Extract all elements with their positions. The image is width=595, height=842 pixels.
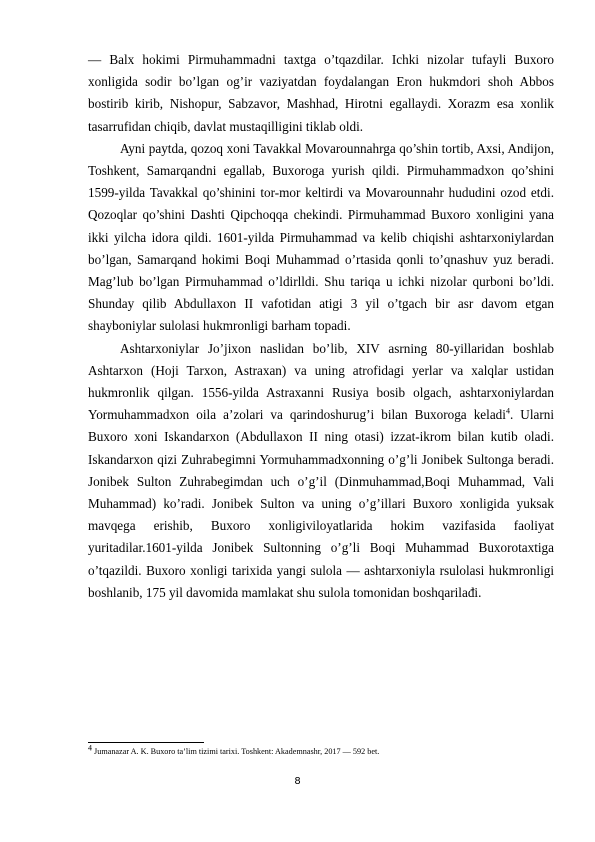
paragraph-1: — Balx hokimi Pirmuhammadni taxtga o’tqazdilar. Ichki nizolar tufayli Buxoro xonligida sodir bo’lgan og’ir vaziyatdan foydalangan Eron hukmdori shoh Abbos bostirib kirib, Nishopur, Sabzavor, Mashhad, Hirotni egallaydi. Xorazm esa xonlik tasarrufidan chiqib, davlat mustaqilligini tiklab oldi.	[88, 52, 554, 134]
footnote-text: Jumanazar A. K. Buxoro ta’lim tizimi tarixi. Toshkent: Akademnashr, 2017 — 592 bet.	[92, 747, 380, 756]
page-number: 8	[294, 776, 301, 787]
footnote-reference[interactable]: 4	[505, 406, 510, 416]
footnote	[88, 743, 554, 757]
paragraph-3-text-a: Ashtarxoniylar Jo’jixon naslidan bo’lib, XIV asrning 80-yillaridan boshlab Ashtarxon (Hoji Tarxon, Astraxan) va uning atrofidagi yerlar va xalqlar ustidan hukmronlik qilgan. 1556-yilda Astraxanni Rusiya bosib olgach, ashtarxoniylardan Yormuhammadxon oila a’zolari va qarindoshurug’i bilan Buxoroga keladi	[88, 340, 554, 423]
footnote-marker: 4	[88, 743, 92, 753]
document-body	[88, 49, 554, 604]
footnote-separator	[88, 742, 204, 743]
paragraph-2: Ayni paytda, qozoq xoni Tavakkal Movarounnahrga qo’shin tortib, Axsi, Andijon, Toshkent, Samarqandni egallab, Buxoroga yurish qildi. Pirmuhammadxon qo’shini 1599-yilda Tavakkal qo’shinini tor-mor keltirdi va Movarounnahr hududini ozod etdi. Qozoqlar qo’shini Dashti Qipchoqqa chekindi. Pirmuhammad Buxoro xonligini yana ikki yilcha idora qildi. 1601-yilda Pirmuhammad va kelib chiqishi ashtarxoniylardan bo’lgan, Samarqand hokimi Boqi Muhammad o’rtasida qonli to’qnashuv yuz beradi. Mag’lub bo’lgan Pirmuhammad o’ldirlldi. Shu tariqa u ichki nizolar qurboni bo’ldi. Shunday qilib Abdullaxon II vafotidan atigi 3 yil o’tgach bir asr davom etgan shayboniylar sulolasi hukmronligi barham topadi.	[88, 140, 554, 334]
paragraph-3	[88, 338, 554, 604]
paragraph-3-text-b: . Ularni Buxoro xoni Iskandarxon (Abdullaxon II ning otasi) izzat-ikrom bilan kutib oladi. Iskandarxon qizi Zuhrabegimni Yormuhammadxonning o’g’li Jonibek Sultonga beradi. Jonibek Sulton Zuhrabegimdan uch o’g’il (Dinmuhammad,Boqi Muhammad, Vali Muhammad) ko’radi. Jonibek Sulton va uning o’g’illari Buxoro xonligida yuksak mavqega erishib, Buxoro xonligiviloyatlarida hokim vazifasida faoliyat yuritadilar.1601-yilda Jonibek Sultonning o’g’li Boqi Muhammad Buxorotaxtiga o’tqazildi. Buxoro xonligi tarixida yangi sulola — ashtarxoniyla rsulolasi hukmronligi boshlanib, 175 yil davomida mamlakat shu sulola tomonidan boshqarilađi.	[88, 407, 554, 600]
